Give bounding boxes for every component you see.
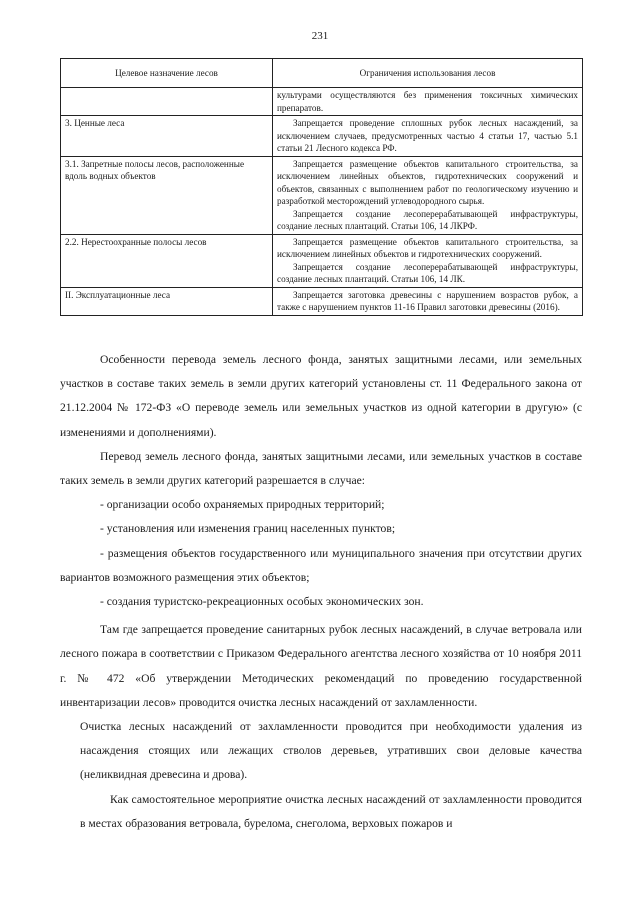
list-item: - размещения объектов государственного или муниципального значения при отсутствии других вариантов возможного размещения этих объектов; [60, 546, 582, 584]
restriction-text: Запрещается создание лесоперерабатывающей инфраструктуры, создание лесных плантаций. Статьи 106, 14 ЛК. [277, 261, 578, 284]
list-item: - установления или изменения границ населенных пунктов; [100, 522, 396, 536]
forest-restrictions-table [60, 58, 583, 316]
restriction-text: культурами осуществляются без применения токсичных химических препаратов. [277, 90, 578, 113]
restriction-cell [273, 234, 583, 287]
restriction-cell [273, 88, 583, 116]
paragraph-independent-measure: Как самостоятельное мероприятие очистка лесных насаждений от захламленности проводится в местах образования ветровала, бурелома, снеголома, верховых пожаров и [80, 792, 582, 830]
table-header-row [61, 59, 583, 88]
table-row [61, 88, 583, 116]
restriction-text: Запрещается заготовка древесины с нарушением возрастов рубок, а также с нарушением пунктов 11-16 Правил заготовки древесины (2016). [277, 289, 578, 312]
forest-category-cell: 3. Ценные леса [61, 116, 273, 157]
paragraph-sanitary-cutting: Там где запрещается проведение санитарных рубок лесных насаждений, в случае ветровала или лесного пожара в соответствии с Приказом Федерального агентства лесного хозяйства от 10 ноября 2011 г. № 472 «Об утверждении Методических рекомендаций по проведению государственной инвентаризации лесов» проводится очистка лесных насаждений от захламленности. [60, 623, 582, 709]
table-row [61, 234, 583, 287]
restriction-cell [273, 116, 583, 157]
body-text [60, 348, 582, 836]
restriction-text: Запрещается проведение сплошных рубок лесных насаждений, за исключением случаев, предусмотренных частью 4 статьи 17, частью 5.1 статьи 21 Лесного кодекса РФ. [277, 118, 578, 153]
table-row [61, 156, 583, 234]
restriction-text: Запрещается создание лесоперерабатывающей инфраструктуры, создание лесных плантаций. Статьи 106, 14 ЛКРФ. [277, 208, 578, 231]
table-row [61, 287, 583, 315]
paragraph-transfer-features: Особенности перевода земель лесного фонда, занятых защитными лесами, или земельных участков в составе таких земель в земли других категорий установлены ст. 11 Федерального закона от 21.12.2004 № 172-ФЗ «О переводе земель или земельных участков из одной категории в другую» (с изменениями и дополнениями). [60, 353, 582, 439]
restriction-text: Запрещается размещение объектов капитального строительства, за исключением линейных объектов и гидротехнических сооружений. [277, 236, 578, 259]
forest-category-cell: 3.1. Запретные полосы лесов, расположенные вдоль водных объектов [61, 156, 273, 234]
list-item: - организации особо охраняемых природных территорий; [100, 498, 385, 512]
forest-category-cell [61, 88, 273, 116]
forest-category-cell: II. Эксплуатационные леса [61, 287, 273, 315]
restriction-cell [273, 287, 583, 315]
header-restrictions: Ограничения использования лесов [273, 59, 583, 88]
page-number: 231 [311, 30, 329, 42]
header-purpose: Целевое назначение лесов [61, 59, 273, 88]
list-item: - создания туристско-рекреационных особых экономических зон. [100, 595, 424, 609]
table-row [61, 116, 583, 157]
restriction-text: Запрещается размещение объектов капитального строительства, за исключением линейных объектов, гидротехнических сооружений и объектов, связанных с выполнением работ по геологическому изучению и разработкой месторождений углеводородного сырья. [277, 158, 578, 206]
paragraph-cleaning: Очистка лесных насаждений от захламленности проводится при необходимости удаления из насаждения стоящих или лежащих стволов деревьев, утративших свои деловые качества (неликвидная древесина и дрова). [80, 720, 582, 782]
forest-category-cell: 2.2. Нерестоохранные полосы лесов [61, 234, 273, 287]
table-body [61, 88, 583, 316]
restriction-cell [273, 156, 583, 234]
paragraph-transfer-allowed: Перевод земель лесного фонда, занятых защитными лесами, или земельных участков в составе таких земель в земли других категорий разрешается в случае: [60, 449, 582, 488]
